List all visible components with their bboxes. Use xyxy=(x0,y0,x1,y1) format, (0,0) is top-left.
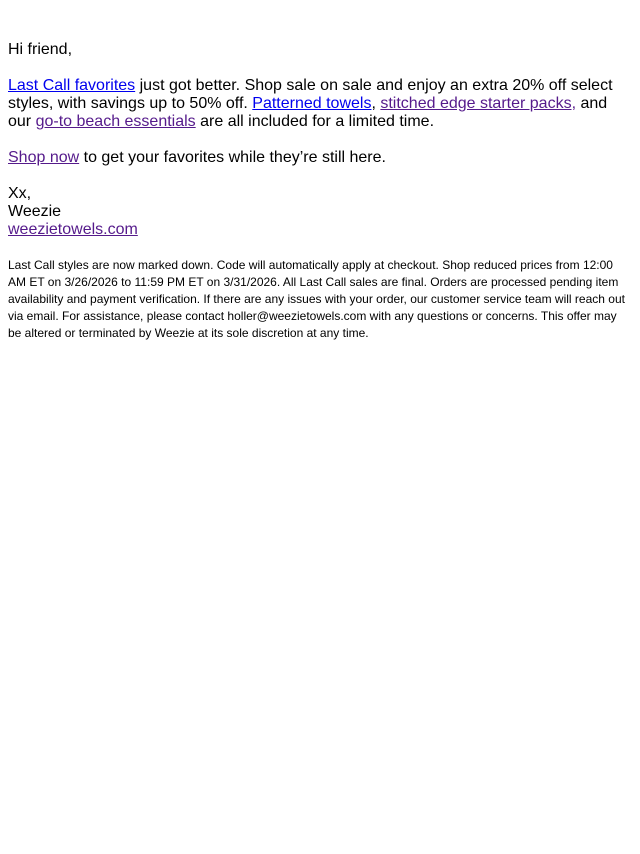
shop-now-link[interactable]: Shop now xyxy=(8,149,80,166)
website-link[interactable]: weezietowels.com xyxy=(8,221,138,238)
email-body xyxy=(0,0,640,342)
signoff-closing: Xx, xyxy=(8,185,32,202)
cta-paragraph xyxy=(8,149,632,167)
intro-text-4: are all included for a limited time. xyxy=(195,113,435,130)
cta-text: to get your favorites while they’re still here. xyxy=(79,149,386,166)
intro-text-2: , xyxy=(371,95,381,112)
greeting: Hi friend, xyxy=(8,41,73,58)
beach-essentials-link[interactable]: go-to beach essentials xyxy=(35,113,196,130)
fineprint-disclaimer: Last Call styles are now marked down. Code will automatically apply at checkout. Shop reduced prices from 12:00 AM ET on 3/26/2026 to 11:59 PM ET on 3/31/2026. All Last Call sales are final. Orders are processed pending item availability and payment verification. If there are any issues with your order, our customer service team will reach out via email. For assistance, please contact holler@weezietowels.com with any questions or concerns. This offer may be altered or terminated by Weezie at its sole discretion at any time. xyxy=(8,258,625,340)
intro-text-1: just got better. Shop sale on sale and enjoy an extra 20% off select styles, with savings up to 50% off. xyxy=(8,77,613,112)
signoff xyxy=(8,185,632,239)
patterned-towels-link[interactable]: Patterned towels xyxy=(252,95,372,112)
last-call-favorites-link[interactable]: Last Call favorites xyxy=(8,77,136,94)
stitched-edge-starter-packs-link[interactable]: stitched edge starter packs, xyxy=(380,95,577,112)
signoff-name: Weezie xyxy=(8,203,62,220)
intro-paragraph xyxy=(8,77,632,131)
intro-text-3: and our xyxy=(8,95,608,130)
